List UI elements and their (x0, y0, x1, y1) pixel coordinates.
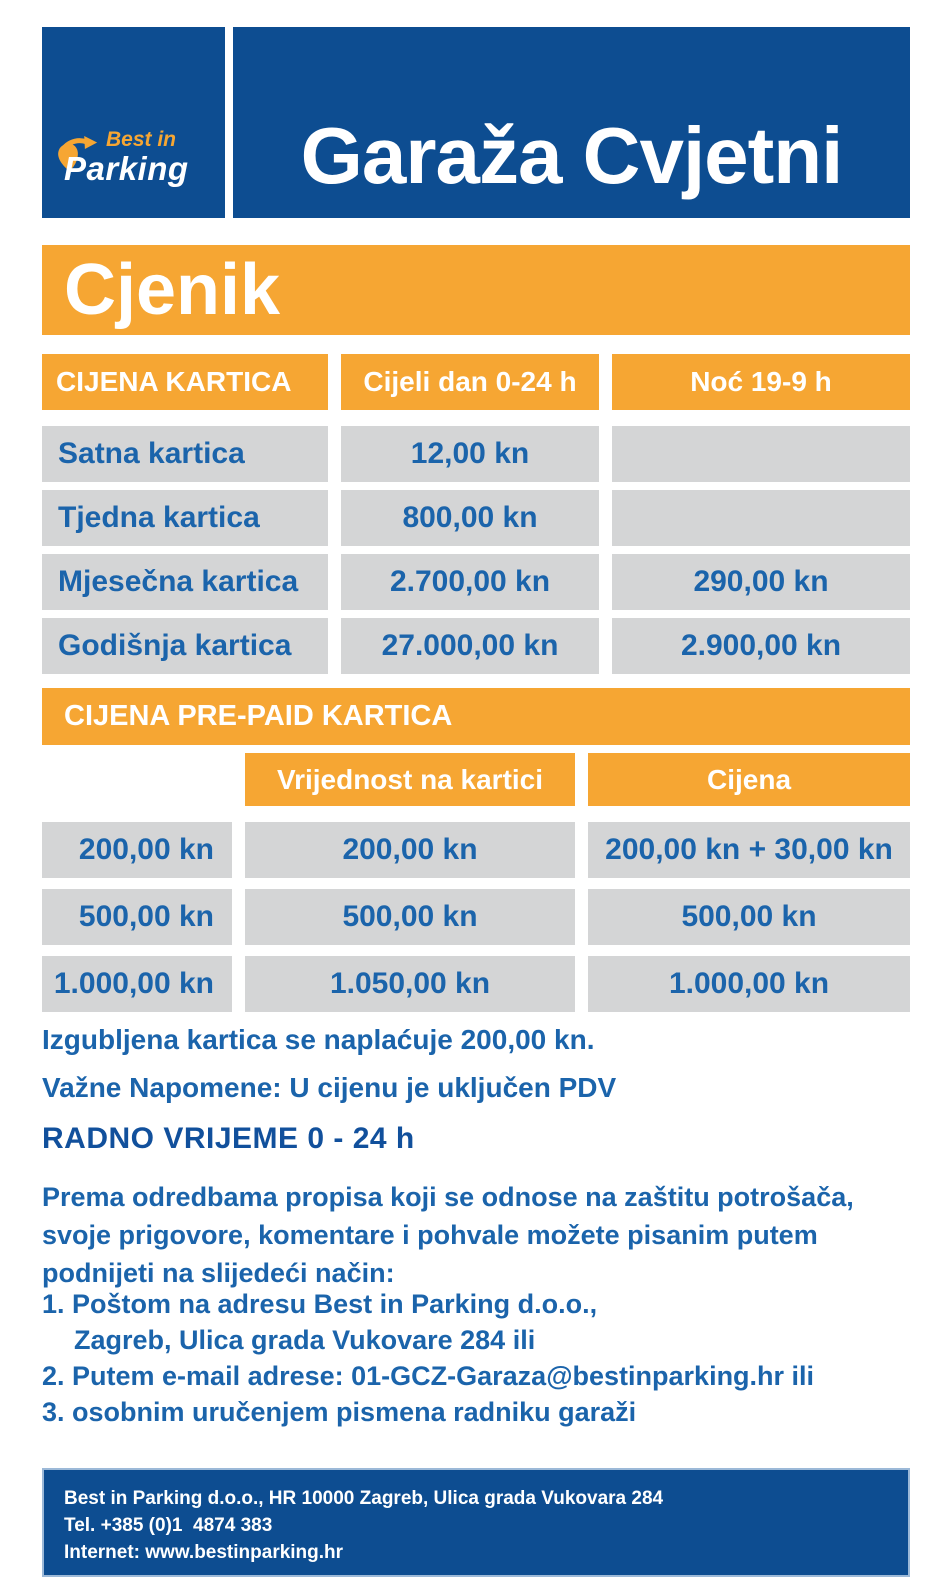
complaints-item-1-line-1: 1. Poštom na adresu Best in Parking d.o.o., (42, 1289, 598, 1319)
card-table-header-day: Cijeli dan 0-24 h (341, 354, 599, 410)
complaints-item-1-line-2: Zagreb, Ulica grada Vukovare 284 ili (74, 1325, 536, 1355)
prepaid-row-price: 1.000,00 kn (588, 956, 910, 1012)
card-row-label: Tjedna kartica (42, 490, 328, 546)
prepaid-row-amount: 500,00 kn (42, 889, 232, 945)
prepaid-header-spacer (42, 753, 232, 806)
garage-title: Garaža Cvjetni (300, 111, 843, 200)
note-vat: Važne Napomene: U cijenu je uključen PDV (42, 1072, 617, 1103)
complaints-item-3: 3. osobnim uručenjem pismena radniku garaži (42, 1397, 637, 1427)
card-table-header-night: Noć 19-9 h (612, 354, 910, 410)
cjenik-title: Cjenik (64, 250, 281, 330)
prepaid-header-value: Vrijednost na kartici (245, 753, 575, 806)
card-row-day-price: 12,00 kn (341, 426, 599, 482)
prepaid-row-value: 200,00 kn (245, 822, 575, 878)
card-row-night-price: 290,00 kn (612, 554, 910, 610)
logo-parking-text: Parking (64, 150, 189, 187)
card-row-day-price: 2.700,00 kn (341, 554, 599, 610)
prepaid-row-value: 500,00 kn (245, 889, 575, 945)
prepaid-row-amount: 200,00 kn (42, 822, 232, 878)
complaints-item-2: 2. Putem e-mail adrese: 01-GCZ-Garaza@bestinparking.hr ili (42, 1361, 815, 1391)
logo-best-in-text: Best in (106, 128, 177, 151)
prepaid-table-rows (42, 822, 910, 1012)
complaints-list (42, 1286, 894, 1430)
card-row-night-price (612, 490, 910, 546)
prepaid-row-price: 200,00 kn + 30,00 kn (588, 822, 910, 878)
garage-title-box (233, 27, 910, 218)
cjenik-banner (42, 245, 910, 335)
card-row-label: Mjesečna kartica (42, 554, 328, 610)
card-row-night-price (612, 426, 910, 482)
footer-bar (42, 1468, 910, 1577)
card-price-table-rows (42, 426, 910, 674)
prepaid-row-price: 500,00 kn (588, 889, 910, 945)
card-row-label: Satna kartica (42, 426, 328, 482)
prepaid-header-price: Cijena (588, 753, 910, 806)
prepaid-row-amount: 1.000,00 kn (42, 956, 232, 1012)
complaints-intro: Prema odredbama propisa koji se odnose na zaštitu potrošača, svoje prigovore, komentare i pohvale možete pisanim putem podnijeti na slijedeći način: (42, 1182, 854, 1288)
note-lost-card: Izgubljena kartica se naplaćuje 200,00 kn. (42, 1024, 595, 1055)
footer-company-line: Best in Parking d.o.o., HR 10000 Zagreb, Ulica grada Vukovara 284 (64, 1488, 664, 1509)
working-hours: RADNO VRIJEME 0 - 24 h (42, 1122, 415, 1155)
card-row-day-price: 27.000,00 kn (341, 618, 599, 674)
card-table-header-label: CIJENA KARTICA (42, 354, 328, 410)
best-in-parking-logo (54, 126, 224, 202)
prepaid-row-value: 1.050,00 kn (245, 956, 575, 1012)
footer-website-line: Internet: www.bestinparking.hr (64, 1542, 344, 1563)
logo-box (42, 27, 225, 218)
prepaid-table-header (42, 753, 910, 806)
card-row-label: Godišnja kartica (42, 618, 328, 674)
card-price-table-header (42, 354, 910, 410)
prepaid-banner (42, 688, 910, 745)
card-row-night-price: 2.900,00 kn (612, 618, 910, 674)
prepaid-title: CIJENA PRE-PAID KARTICA (64, 700, 453, 732)
card-row-day-price: 800,00 kn (341, 490, 599, 546)
footer-phone-line: Tel. +385 (0)1 4874 383 (64, 1515, 273, 1536)
